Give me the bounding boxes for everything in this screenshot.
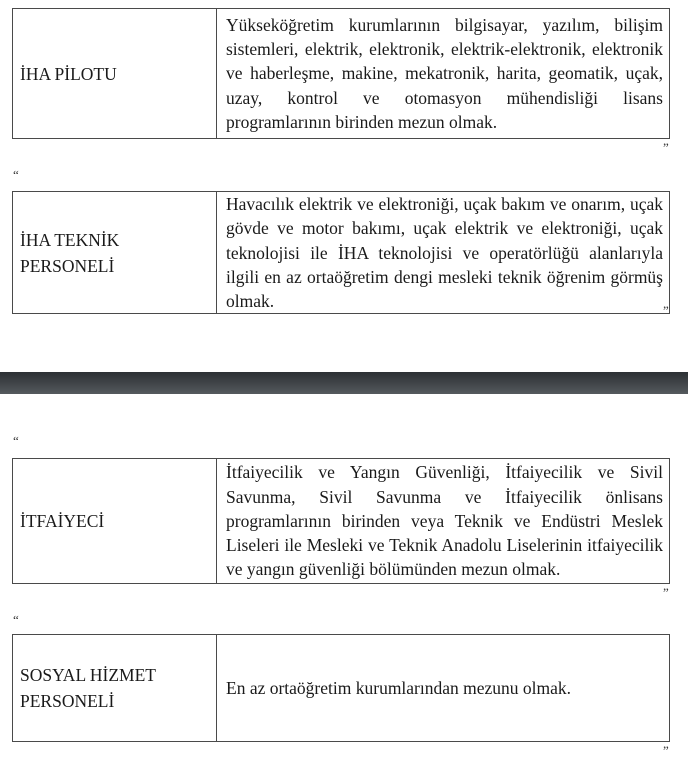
closing-quote-mark: ”	[663, 743, 669, 758]
position-requirement: En az ortaöğretim kurumlarından mezunu olmak.	[217, 635, 670, 742]
opening-quote-mark: “	[13, 612, 19, 627]
table-row	[13, 9, 670, 139]
closing-quote-mark: ”	[663, 585, 669, 600]
position-table-itfaiyeci	[12, 458, 670, 584]
position-table-iha-teknik-personeli	[12, 191, 670, 314]
closing-quote-mark: ”	[663, 303, 669, 318]
table-row	[13, 459, 670, 584]
page-separator-band	[0, 372, 688, 394]
table-row	[13, 192, 670, 314]
table-row	[13, 635, 670, 742]
opening-quote-mark: “	[13, 167, 19, 182]
position-requirement: Havacılık elektrik ve elektroniği, uçak bakım ve onarım, uçak gövde ve motor bakımı, uçak elektrik ve elektroniği, uçak teknolojisi ile İHA teknolojisi ve operatörlüğü alanlarıyla ilgili en az ortaöğretim dengi mesleki teknik öğrenim görmüş olmak.	[217, 192, 670, 314]
closing-quote-mark: ”	[663, 140, 669, 155]
position-label: İHA PİLOTU	[13, 9, 217, 139]
position-requirement: İtfaiyecilik ve Yangın Güvenliği, İtfaiyecilik ve Sivil Savunma, Sivil Savunma ve İtfaiyecilik önlisans programlarının birinden veya Teknik ve Endüstri Meslek Liseleri ile Mesleki ve Teknik Anadolu Liselerinin itfaiyecilik ve yangın güvenliği bölümünden mezun olmak.	[217, 459, 670, 584]
position-requirement: Yükseköğretim kurumlarının bilgisayar, yazılım, bilişim sistemleri, elektrik, elektronik, elektrik-elektronik, elektronik ve haberleşme, makine, mekatronik, harita, geomatik, uçak, uzay, kontrol ve otomasyon mühendisliği lisans programlarının birinden mezun olmak.	[217, 9, 670, 139]
position-table-sosyal-hizmet-personeli	[12, 634, 670, 742]
position-label: İHA TEKNİK PERSONELİ	[13, 192, 217, 314]
position-label: İTFAİYECİ	[13, 459, 217, 584]
position-label: SOSYAL HİZMET PERSONELİ	[13, 635, 217, 742]
opening-quote-mark: “	[13, 433, 19, 448]
position-table-iha-pilotu	[12, 8, 670, 139]
